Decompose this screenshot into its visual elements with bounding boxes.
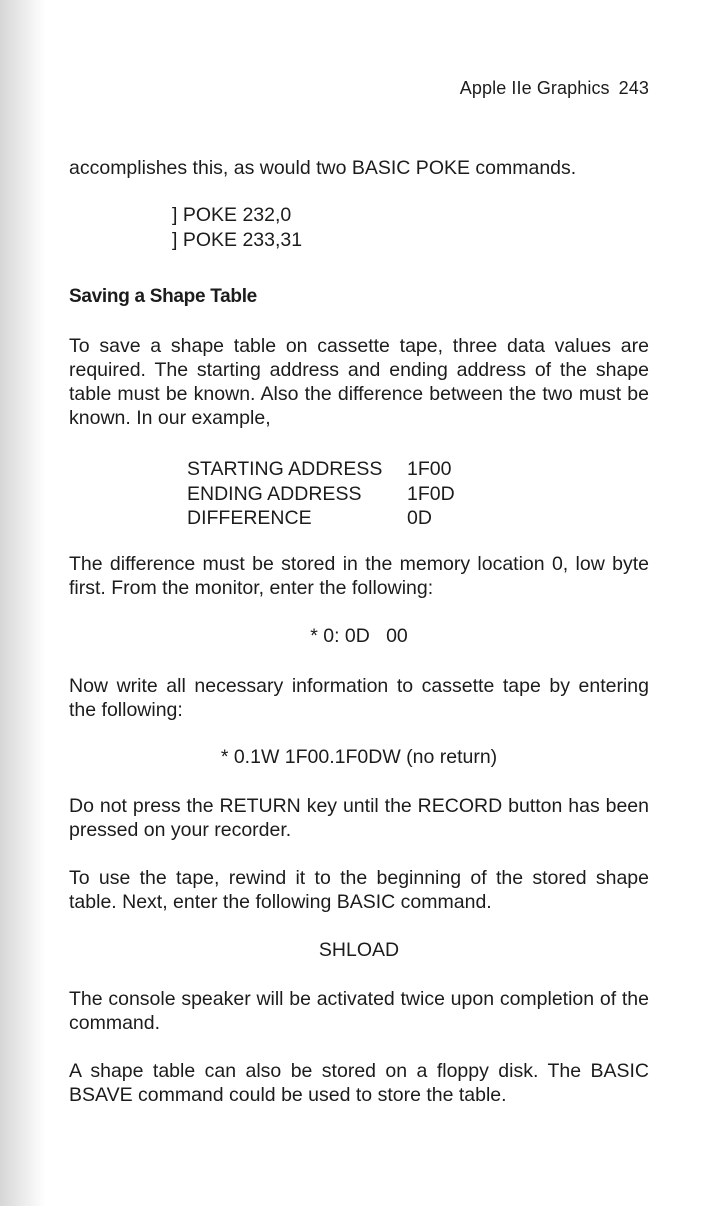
running-header [460, 78, 649, 99]
intro-text: accomplishes this, as would two BASIC POKE commands. [69, 157, 577, 179]
address-row [187, 482, 455, 507]
write-tape-command: * 0.1W 1F00.1F0DW (no return) [220, 746, 498, 768]
address-row [187, 457, 455, 482]
address-label: STARTING ADDRESS [187, 458, 383, 480]
address-label: DIFFERENCE [187, 507, 312, 529]
address-value: 0D [407, 507, 432, 529]
poke-command-line: ] POKE 232,0 [172, 204, 292, 226]
poke-command-line: ] POKE 233,31 [172, 229, 303, 251]
address-table [187, 457, 455, 531]
page-number: 243 [618, 78, 649, 98]
paragraph-write-tape: Now write all necessary information to cassette tape by entering the following: [69, 675, 649, 721]
paragraph-save-cassette: To save a shape table on cassette tape, three data values are required. The starting address and ending address of the shape table must be known. Also the difference between the two must be known. In our example, [69, 335, 649, 429]
address-row [187, 506, 455, 531]
section-heading: Saving a Shape Table [69, 286, 257, 307]
poke-commands [172, 203, 302, 253]
paragraph-use-tape: To use the tape, rewind it to the beginning of the stored shape table. Next, enter the following BASIC command. [69, 867, 649, 913]
paragraph-difference: The difference must be stored in the memory location 0, low byte first. From the monitor, enter the following: [69, 553, 649, 599]
running-title: Apple IIe Graphics [459, 78, 610, 98]
address-value: 1F00 [407, 458, 452, 480]
shload-command: SHLOAD [318, 939, 400, 961]
monitor-entry-command: * 0: 0D 00 [310, 625, 408, 647]
paragraph-return-key: Do not press the RETURN key until the RECORD button has been pressed on your recorder. [69, 795, 649, 841]
paragraph-console-speaker: The console speaker will be activated twice upon completion of the command. [69, 988, 649, 1034]
address-label: ENDING ADDRESS [187, 482, 362, 505]
address-value: 1F0D [407, 482, 455, 505]
paragraph-floppy-disk: A shape table can also be stored on a floppy disk. The BASIC BSAVE command could be used to store the table. [69, 1060, 649, 1106]
page-gutter-shadow [0, 0, 46, 1206]
book-page [69, 0, 649, 1206]
